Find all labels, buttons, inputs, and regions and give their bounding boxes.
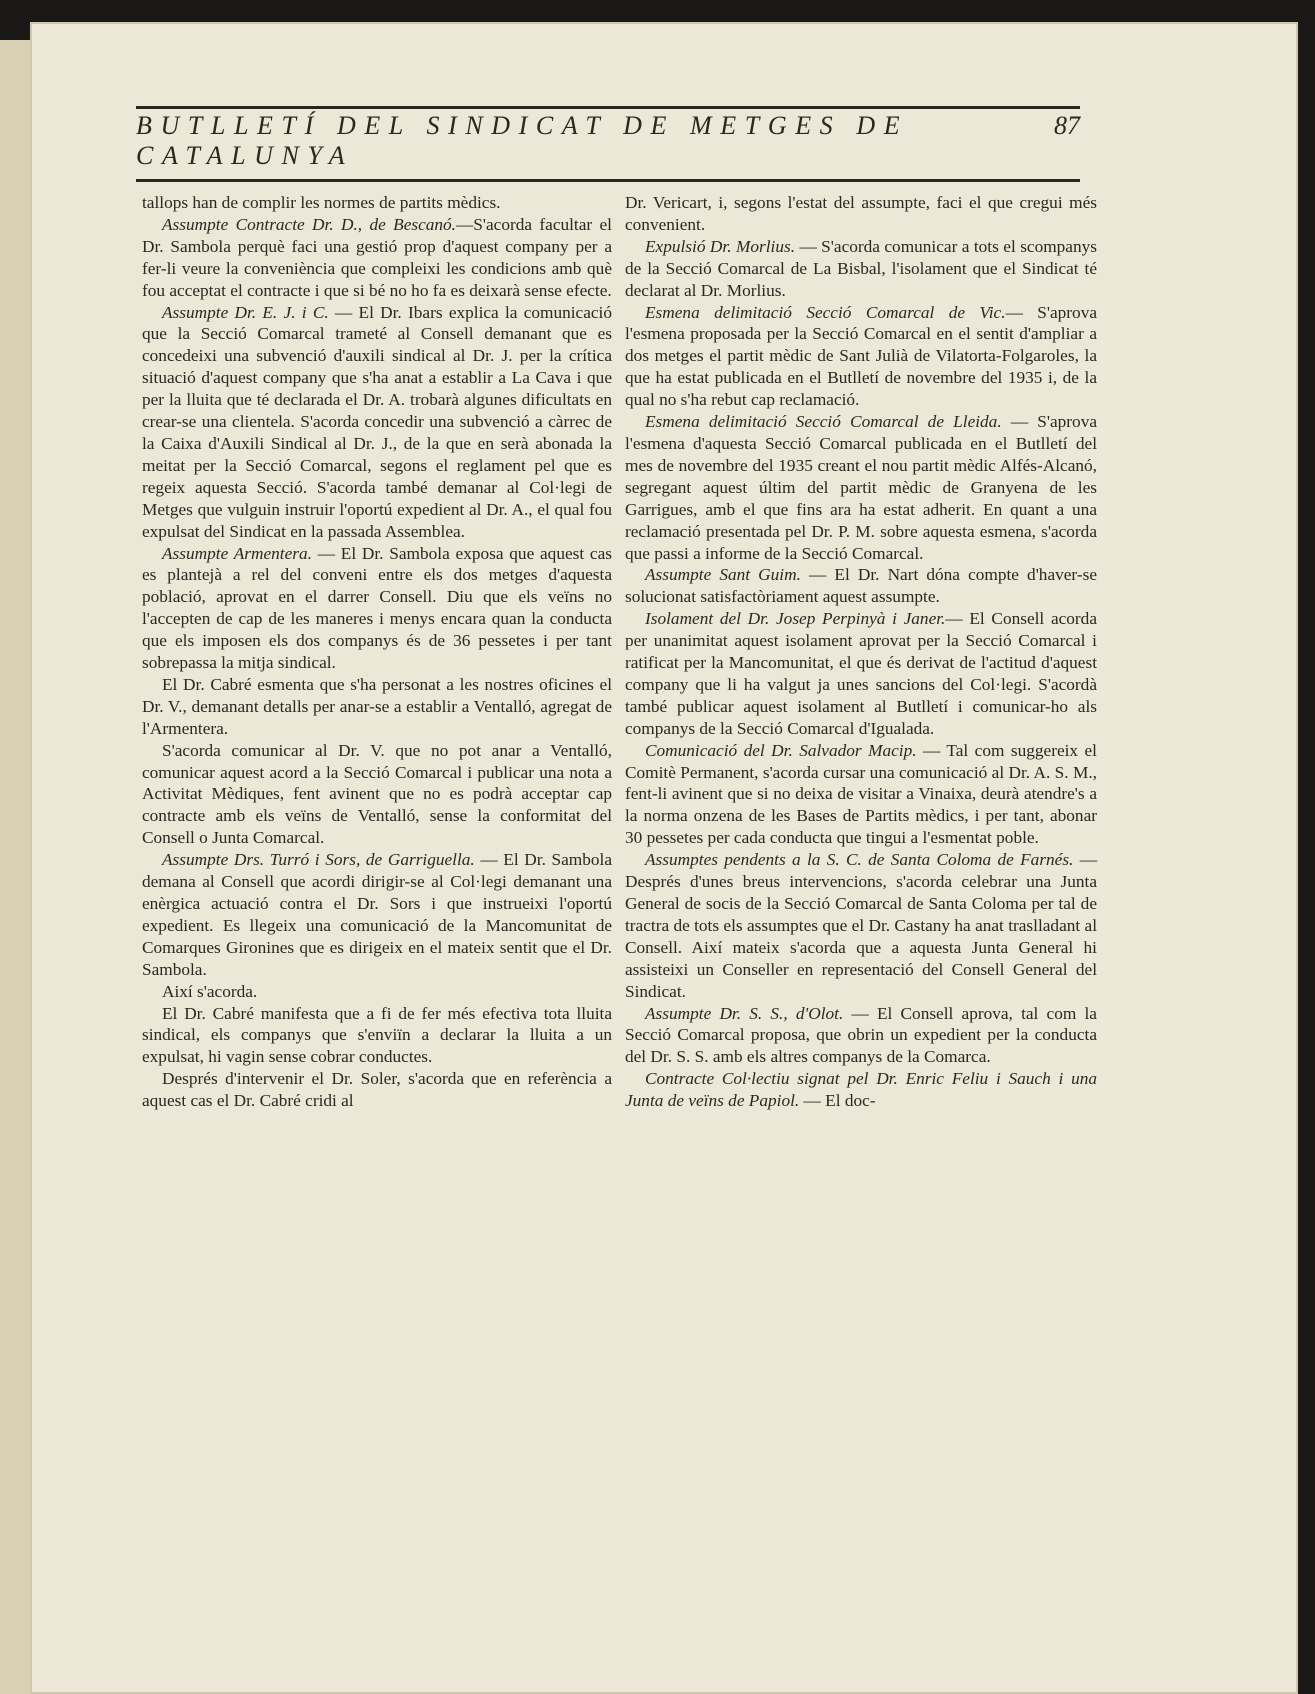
paragraph [142, 302, 612, 543]
paragraph [625, 608, 1097, 739]
paragraph [625, 411, 1097, 564]
paragraph-text: El Dr. Cabré esmenta que s'ha personat a les nostres oficines el Dr. V., demanant detalls per anar-se a establir a Ventalló, agregat de l'Armentera. [142, 674, 612, 738]
paragraph-text: — El doc- [799, 1091, 876, 1111]
paragraph-text: — Després d'unes breus intervencions, s'acorda celebrar una Junta General de socis de la Secció Comarcal de Santa Coloma per tal de tractra de tots els assumptes que el Dr. Castany ha anat traslladant al Consell. Així mateix s'acorda que a aquesta Junta General hi assisteixi un Conseller en representació del Consell General del Sindicat. [625, 850, 1097, 1001]
paragraph-heading: Assumpte Contracte Dr. D., de Bescanó. [162, 214, 456, 234]
paragraph [142, 1068, 612, 1112]
paragraph-text: — S'aprova l'esmena d'aquesta Secció Comarcal publicada en el Butlletí del mes de novembre del 1935 creant el nou partit mèdic Alfés-Alcanó, segregant aquest últim del partit mèdic de Granyena de les Garrigues, amb el que fins ara ha estat adherit. En quant a una reclamació presentada pel Dr. P. M. sobre aquesta esmena, s'acorda que passi a informe de la Secció Comarcal. [625, 412, 1098, 563]
paragraph-heading: Expulsió Dr. Morlius. [645, 236, 796, 256]
paragraph [625, 1068, 1097, 1112]
paragraph-text: — El Dr. Sambola exposa que aquest cas es plantejà a rel del conveni entre els dos metges d'aquesta població, aprovat en el darrer Consell. Diu que els veïns no l'accepten de cap de les maneres i menys encara quan la conducta que els imposen els dos companys és de 36 pessetes i per tant sobrepassa la mitja sindical. [142, 543, 612, 673]
paragraph [142, 214, 612, 302]
journal-title: BUTLLETÍ DEL SINDICAT DE METGES DE CATALUNYA [136, 111, 909, 170]
right-column [625, 192, 1097, 1112]
paragraph-text: — El Dr. Nart dóna compte d'haver-se solucionat satisfactòriament aquest assumpte. [625, 565, 1097, 607]
paragraph [625, 1003, 1097, 1069]
paragraph [142, 849, 612, 980]
paragraph-heading: Assumpte Dr. E. J. i C. [162, 302, 329, 322]
paragraph-text: — S'acorda comunicar a tots el scompanys de la Secció Comarcal de La Bisbal, l'isolament que el Sindicat té declarat al Dr. Morlius. [625, 236, 1097, 300]
paragraph [142, 740, 612, 850]
paragraph-heading: Assumpte Sant Guim. [645, 565, 801, 585]
paragraph-text: —S'acorda facultar el Dr. Sambola perquè faci una gestió prop d'aquest company per a fer-li veure la conveniència que compleixi les condicions amb què fou acceptat el contracte i que si bé no ho fa es deixarà sense efecte. [142, 214, 612, 300]
paragraph-heading: Contracte Col·lectiu signat pel Dr. Enric Feliu i Sauch i una Junta de veïns de Papiol. [625, 1069, 1097, 1111]
page-number: 87 [1054, 111, 1080, 140]
header-row [136, 109, 1080, 171]
paragraph-text: Després d'intervenir el Dr. Soler, s'acorda que en referència a aquest cas el Dr. Cabré cridi al [142, 1069, 612, 1111]
paragraph [625, 564, 1097, 608]
paragraph [142, 192, 612, 214]
paragraph-text: — El Consell aprova, tal com la Secció Comarcal proposa, que obrin un expedient per la conducta del Dr. S. S. amb els altres companys de la Comarca. [625, 1003, 1097, 1067]
paragraph-text: Així s'acorda. [162, 981, 258, 1001]
paragraph-heading: Isolament del Dr. Josep Perpinyà i Janer. [645, 609, 946, 629]
paragraph-text: El Dr. Cabré manifesta que a fi de fer més efectiva tota lluita sindical, els companys que s'enviïn a declarar la lluita a un expulsat, hi vagin sense cobrar conductes. [142, 1003, 612, 1067]
paragraph [142, 674, 612, 740]
paragraph [625, 192, 1097, 236]
paragraph-heading: Assumpte Dr. S. S., d'Olot. [645, 1003, 844, 1023]
paragraph-text: Dr. Vericart, i, segons l'estat del assumpte, faci el que cregui més convenient. [625, 193, 1097, 234]
paragraph-heading: Assumpte Drs. Turró i Sors, de Garriguella. [162, 850, 475, 870]
running-header [136, 106, 1080, 182]
paragraph-text: — Tal com suggereix el Comitè Permanent, s'acorda cursar una comunicació al Dr. A. S. M., fent-li avinent que si no deixa de visitar a Vinaixa, deurà atendre's a la norma onzena de les Bases de Partits mèdics, i per tant, abonar 30 pessetes per cada conducta que tingui a l'esmentat poble. [625, 740, 1097, 848]
paragraph-text: tallops han de complir les normes de partits mèdics. [142, 193, 501, 212]
paragraph-heading: Esmena delimitació Secció Comarcal de Vic. [645, 302, 1006, 322]
paragraph-text: S'acorda comunicar al Dr. V. que no pot anar a Ventalló, comunicar aquest acord a la Secció Comarcal i publicar una nota a Activitat Mèdiques, fent avinent que no es podrà acceptar cap contracte amb els veïns de Ventalló, sense la conformitat del Consell o Junta Comarcal. [142, 740, 612, 848]
paragraph [142, 543, 612, 674]
paragraph-text: — S'aprova l'esmena proposada per la Secció Comarcal en el sentit d'ampliar a dos metges el partit mèdic de Sant Julià de Vilatorta-Folgaroles, la que ha estat publicada en el Butlletí de novembre del 1935 i, de la qual no s'ha rebut cap reclamació. [625, 302, 1098, 410]
paragraph-heading: Assumpte Armentera. [162, 543, 312, 563]
paragraph-text: — El Dr. Ibars explica la comunicació que la Secció Comarcal trameté al Consell demanant que es concedeixi una subvenció d'auxili sindical al Dr. J. per la crítica situació d'aquest company que s'ha anat a establir a La Cava i que per la lluita que té declarada el Dr. A. trobarà algunes dificultats en crear-se una clientela. S'acorda concedir una subvenció a càrrec de la Caixa d'Auxili Sindical al Dr. J., de la que en serà abonada la meitat per la Secció Comarcal, segons el reglament pel que es regeix aquesta Secció. S'acorda també demanar al Col·legi de Metges que vulguin instruir l'oportú expedient al Dr. A., el qual fou expulsat del Sindicat en la passada Assemblea. [142, 302, 613, 541]
paragraph [142, 981, 612, 1003]
paragraph-text: — El Consell acorda per unanimitat aquest isolament aprovat per la Secció Comarcal i ratificat per la Mancomunitat, el que és derivat de l'actitud d'aquest company que li ha valgut ja unes sancions del Col·legi. S'acordà també publicar aquest isolament al Butlletí i comunicar-ho als companys de la Secció Comarcal d'Igualada. [625, 609, 1097, 738]
header-rule-bottom [136, 179, 1080, 182]
paragraph-text: — El Dr. Sambola demana al Consell que acordi dirigir-se al Col·legi demanant una enèrgica actuació contra el Dr. Sors i que instrueixi l'oportú expedient. Es llegeix una comunicació de la Mancomunitat de Comarques Gironines que es dirigeix en el mateix sentit que el Dr. Sambola. [142, 850, 613, 979]
paragraph [625, 740, 1097, 850]
paragraph [625, 849, 1097, 1002]
paragraph [625, 302, 1097, 412]
paragraph-heading: Assumptes pendents a la S. C. de Santa Coloma de Farnés. [645, 850, 1074, 870]
left-column [142, 192, 612, 1112]
paragraph [625, 236, 1097, 302]
paragraph [142, 1003, 612, 1069]
paragraph-heading: Esmena delimitació Secció Comarcal de Lleida. [645, 412, 1002, 432]
paragraph-heading: Comunicació del Dr. Salvador Macip. [645, 740, 917, 760]
